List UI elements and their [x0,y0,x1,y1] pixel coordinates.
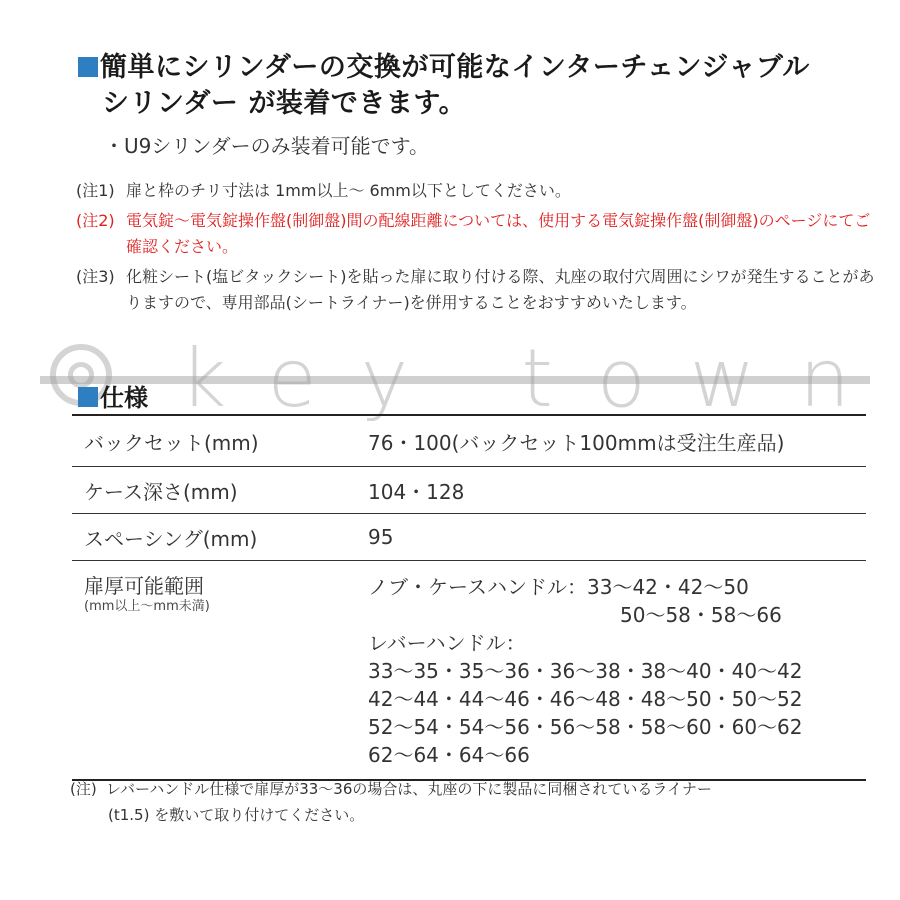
footnote-text: レバーハンドル仕様で扉厚が33～36の場合は、丸座の下に製品に同梱されているライナー [106,780,712,798]
spec-label: バックセット(mm) [84,430,259,455]
headline-line1-text: 簡単にシリンダーの交換が可能なインターチェンジャブル [100,52,810,83]
note-3 [76,264,876,316]
spec-title: 仕様 [100,384,148,412]
spec-row-spacing [72,514,866,561]
spec-value-line: 50～58・58～66 [620,603,782,627]
spec-label: ケース深さ(mm) [84,479,238,504]
spec-value-line: 62～64・64～66 [368,743,530,767]
note-1 [76,178,876,204]
footnote-line2: (t1.5) を敷いて取り付けてください。 [108,806,365,824]
note-tag: (注3) [76,267,115,286]
notes [76,178,876,320]
spec-value [368,573,866,769]
watermark [40,332,894,425]
spec-value: 76・100(バックセット100mmは受注生産品) [368,430,785,455]
spec-row-case-depth [72,467,866,514]
headline-line1 [78,50,878,86]
blue-square-icon [78,387,98,407]
spec-label-group [72,573,368,769]
spec-row-door-thickness [72,561,866,781]
spec-value-line: レバーハンドル： [368,631,526,655]
spec-label: スペーシング(mm) [84,526,258,551]
spec-sublabel: (mm以上～mm未満) [84,599,210,614]
note-tag: (注1) [76,181,115,200]
blue-square-icon [78,57,98,77]
spec-value: 95 [368,525,394,549]
spec-row-backset [72,416,866,467]
watermark-text: key town [180,332,894,425]
note-2 [76,208,876,260]
spec-value-line: 52～54・54～56・56～58・58～60・60～62 [368,715,803,739]
spec-value: 104・128 [368,479,465,504]
footnote [70,776,880,828]
headline [78,50,878,122]
note-text: 扉と枠のチリ寸法は 1mm以上～ 6mm以下としてください。 [126,181,571,200]
note-tag: (注2) [76,211,115,230]
headline-line2: シリンダー が装着できます。 [102,88,467,119]
spec-table [72,414,866,781]
spec-heading [78,378,148,413]
spec-value-line: 42～44・44～46・46～48・48～50・50～52 [368,687,803,711]
subnote: ・U9シリンダーのみ装着可能です。 [104,134,429,158]
spec-label: 扉厚可能範囲 [84,574,204,598]
note-text: 電気錠～電気錠操作盤(制御盤)間の配線距離については、使用する電気錠操作盤(制御盤)のページにてご確認ください。 [126,211,871,256]
spec-value-line: ノブ・ケースハンドル：33～42・42～50 [368,575,749,599]
note-text: 化粧シート(塩ビタックシート)を貼った扉に取り付ける際、丸座の取付穴周囲にシワが発生することがありますので、専用部品(シートライナー)を併用することをおすすめいたします。 [126,267,875,312]
footnote-tag: (注) [70,780,97,798]
footnote-line1 [70,776,880,802]
spec-value-line: 33～35・35～36・36～38・38～40・40～42 [368,659,803,683]
